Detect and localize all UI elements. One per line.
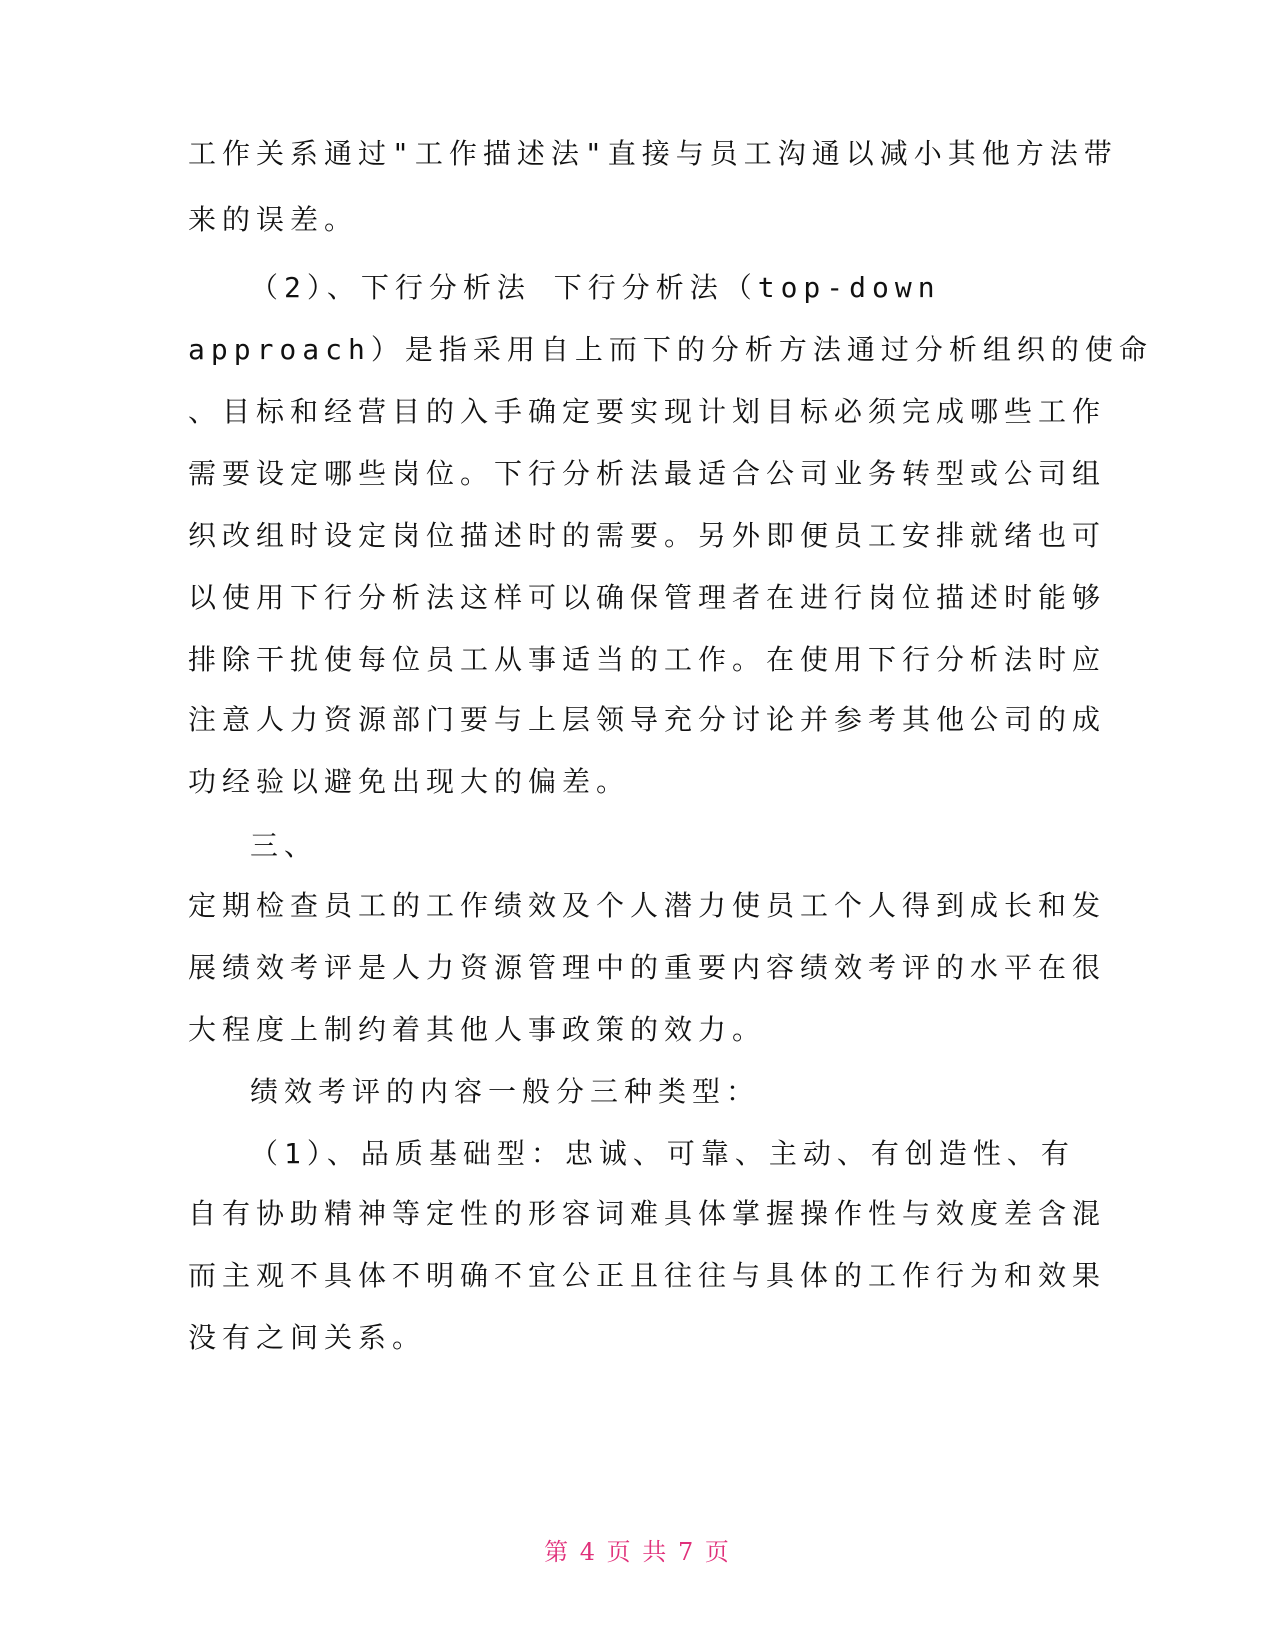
text-line-15: 大程度上制约着其他人事政策的效力。 — [188, 1013, 767, 1046]
text-line-9: 排除干扰使每位员工从事适当的工作。在使用下行分析法时应 — [188, 643, 1107, 676]
text-line-5: 、目标和经营目的入手确定要实现计划目标必须完成哪些工作 — [188, 395, 1107, 428]
section-heading: 三、 — [250, 829, 319, 862]
text-line-10: 注意人力资源部门要与上层领导充分讨论并参考其他公司的成 — [188, 703, 1107, 736]
text-line-19: 而主观不具体不明确不宜公正且往往与具体的工作行为和效果 — [188, 1259, 1107, 1292]
text-line-20: 没有之间关系。 — [188, 1321, 427, 1354]
text-line-6: 需要设定哪些岗位。下行分析法最适合公司业务转型或公司组 — [188, 457, 1107, 490]
text-line-8: 以使用下行分析法这样可以确保管理者在进行岗位描述时能够 — [188, 581, 1107, 614]
text-line-18: 自有协助精神等定性的形容词难具体掌握操作性与效度差含混 — [188, 1197, 1107, 1230]
text-line-11: 功经验以避免出现大的偏差。 — [188, 765, 631, 798]
text-line-1: 工作关系通过"工作描述法"直接与员工沟通以减小其他方法带 — [188, 137, 1118, 170]
text-line-16: 绩效考评的内容一般分三种类型： — [250, 1075, 761, 1108]
text-line-14: 展绩效考评是人力资源管理中的重要内容绩效考评的水平在很 — [188, 951, 1107, 984]
page-number-footer: 第 4 页 共 7 页 — [544, 1538, 731, 1566]
text-line-4: approach）是指采用自上而下的分析方法通过分析组织的使命 — [188, 333, 1153, 366]
text-line-13: 定期检查员工的工作绩效及个人潜力使员工个人得到成长和发 — [188, 889, 1107, 922]
text-line-17: （1）、品质基础型：忠诚、可靠、主动、有创造性、有 — [250, 1137, 1075, 1170]
text-line-2: 来的误差。 — [188, 203, 359, 236]
text-line-3: （2）、下行分析法 下行分析法（top-down — [250, 271, 941, 304]
text-line-7: 织改组时设定岗位描述时的需要。另外即便员工安排就绪也可 — [188, 519, 1107, 552]
